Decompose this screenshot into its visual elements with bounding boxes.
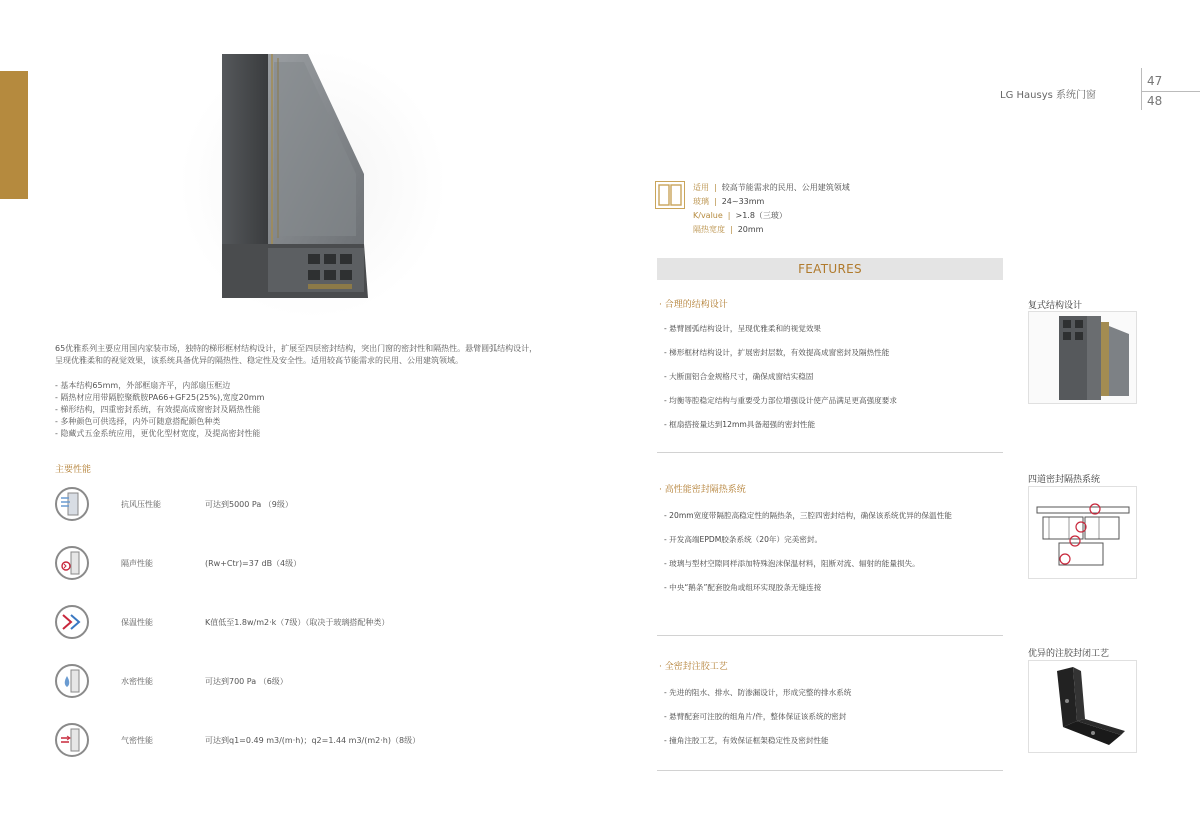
spec-value: >1.8（三玻） — [735, 211, 787, 220]
section-divider — [657, 635, 1003, 636]
corner-gluing-image — [1028, 660, 1137, 753]
water-tightness-icon — [55, 664, 89, 698]
spec-row: 隔热宽度 | 20mm — [693, 225, 764, 234]
thermal-insulation-icon — [55, 605, 89, 639]
seal-system-diagram — [1028, 486, 1137, 579]
spec-value: 24~33mm — [721, 197, 765, 206]
page-number-left: 47 — [1147, 74, 1163, 88]
section-item: - 框扇搭接量达到12mm具备超强的密封性能 — [664, 420, 816, 429]
profile-structure-image — [1028, 311, 1137, 404]
spec-value: 20mm — [737, 225, 764, 234]
window-frame-icon — [655, 181, 685, 209]
performance-value: 可达到q1=0.49 m3/(m·h)；q2=1.44 m3/(m2·h)（8级） — [205, 736, 421, 745]
section-title: · 全密封注胶工艺 — [659, 662, 728, 672]
side-panel-title: 复式结构设计 — [1028, 301, 1083, 311]
window-profile-image — [178, 48, 448, 320]
performance-row — [55, 546, 475, 582]
performance-name: 隔声性能 — [121, 559, 153, 568]
performance-name: 气密性能 — [121, 736, 153, 745]
side-panel-title: 优异的注胶封闭工艺 — [1028, 649, 1110, 659]
wind-pressure-icon — [55, 487, 89, 521]
bullet-item: - 隐藏式五金系统应用，更优化型材宽度，及提高密封性能 — [55, 429, 261, 438]
side-panel-title: 四道密封隔热系统 — [1028, 475, 1101, 485]
spec-value: 较高节能需求的民用、公用建筑领域 — [721, 183, 850, 192]
page-number-right: 48 — [1147, 94, 1163, 108]
spec-list — [693, 181, 850, 237]
intro-paragraph: 65优雅系列主要应用国内家装市场，独特的梯形框材结构设计，扩展至四层密封结构，突出门窗的密封性和隔热性。悬臂圆弧结构设计，呈现优雅柔和的视觉效果，该系统具备优异的隔热性、稳定性及安全性。适用较高节能需求的民用、公用建筑领域。 — [55, 344, 538, 365]
section-item: - 悬臂配套可注胶的组角片/件，整体保证该系统的密封 — [664, 712, 847, 721]
performance-row — [55, 723, 475, 759]
section-item: - 玻璃与型材空隙同样添加特殊泡沫保温材料，阻断对流、辐射的能量损失。 — [664, 559, 920, 568]
performance-value: K值低至1.8w/m2·k（7级）（取决于玻璃搭配种类） — [205, 618, 390, 627]
performance-value: (Rw+Ctr)=37 dB（4级） — [205, 559, 302, 568]
spec-label: 玻璃 — [693, 197, 709, 206]
page-divider — [1141, 68, 1142, 110]
performance-value: 可达到700 Pa （6级） — [205, 677, 288, 686]
section-title: · 高性能密封隔热系统 — [659, 485, 746, 495]
performance-row — [55, 487, 475, 523]
section-item: - 大断面铝合金规格尺寸，确保成窗结实稳固 — [664, 372, 814, 381]
bullet-item: - 梯形结构，四重密封系统，有效提高成窗密封及隔热性能 — [55, 405, 261, 414]
bullet-item: - 多种颜色可供选择，内外可随意搭配颜色种类 — [55, 417, 221, 426]
section-title: · 合理的结构设计 — [659, 300, 728, 310]
section-item: - 撞角注胶工艺，有效保证框架稳定性及密封性能 — [664, 736, 829, 745]
gold-side-tab — [0, 71, 28, 199]
section-item: - 开发高端EPDM胶条系统（20年）完美密封。 — [664, 535, 823, 544]
spec-row: 玻璃 | 24~33mm — [693, 197, 765, 206]
bullet-item: - 隔热材应用带隔腔聚酰胺PA66+GF25(25%),宽度20mm — [55, 393, 265, 402]
air-tightness-icon — [55, 723, 89, 757]
spec-label: K/value — [693, 211, 723, 220]
spec-row: K/value | >1.8（三玻） — [693, 211, 787, 220]
bullet-item: - 基本结构65mm，外部框扇齐平，内部扇压框边 — [55, 381, 231, 390]
feature-bullet-list — [55, 380, 264, 440]
performance-row — [55, 664, 475, 700]
performance-name: 抗风压性能 — [121, 500, 161, 509]
spec-label: 隔热宽度 — [693, 225, 725, 234]
performance-row — [55, 605, 475, 641]
brand-title: LG Hausys 系统门窗 — [1000, 90, 1097, 101]
performance-name: 水密性能 — [121, 677, 153, 686]
section-item: - 先进的阻水、排水、防渗漏设计，形成完整的排水系统 — [664, 688, 852, 697]
section-item: - 悬臂圆弧结构设计，呈现优雅柔和的视觉效果 — [664, 324, 822, 333]
spec-row: 适用 | 较高节能需求的民用、公用建筑领域 — [693, 183, 850, 192]
performance-name: 保温性能 — [121, 618, 153, 627]
section-divider — [657, 770, 1003, 771]
page-divider — [1141, 91, 1200, 92]
performance-title: 主要性能 — [55, 465, 92, 475]
spec-label: 适用 — [693, 183, 709, 192]
section-item: - 中央“鹅条”配套胶角或组环实现胶条无缝连接 — [664, 583, 822, 592]
performance-value: 可达到5000 Pa （9级） — [205, 500, 293, 509]
section-divider — [657, 452, 1003, 453]
section-item: - 均衡等腔稳定结构与重要受力部位增强设计使产品满足更高强度要求 — [664, 396, 897, 405]
sound-insulation-icon — [55, 546, 89, 580]
section-item: - 20mm宽度带隔腔高稳定性的隔热条，三腔四密封结构，确保该系统优异的保温性能 — [664, 511, 952, 520]
features-heading: FEATURES — [657, 258, 1003, 280]
section-item: - 梯形框材结构设计，扩展密封层数，有效提高成窗密封及隔热性能 — [664, 348, 890, 357]
